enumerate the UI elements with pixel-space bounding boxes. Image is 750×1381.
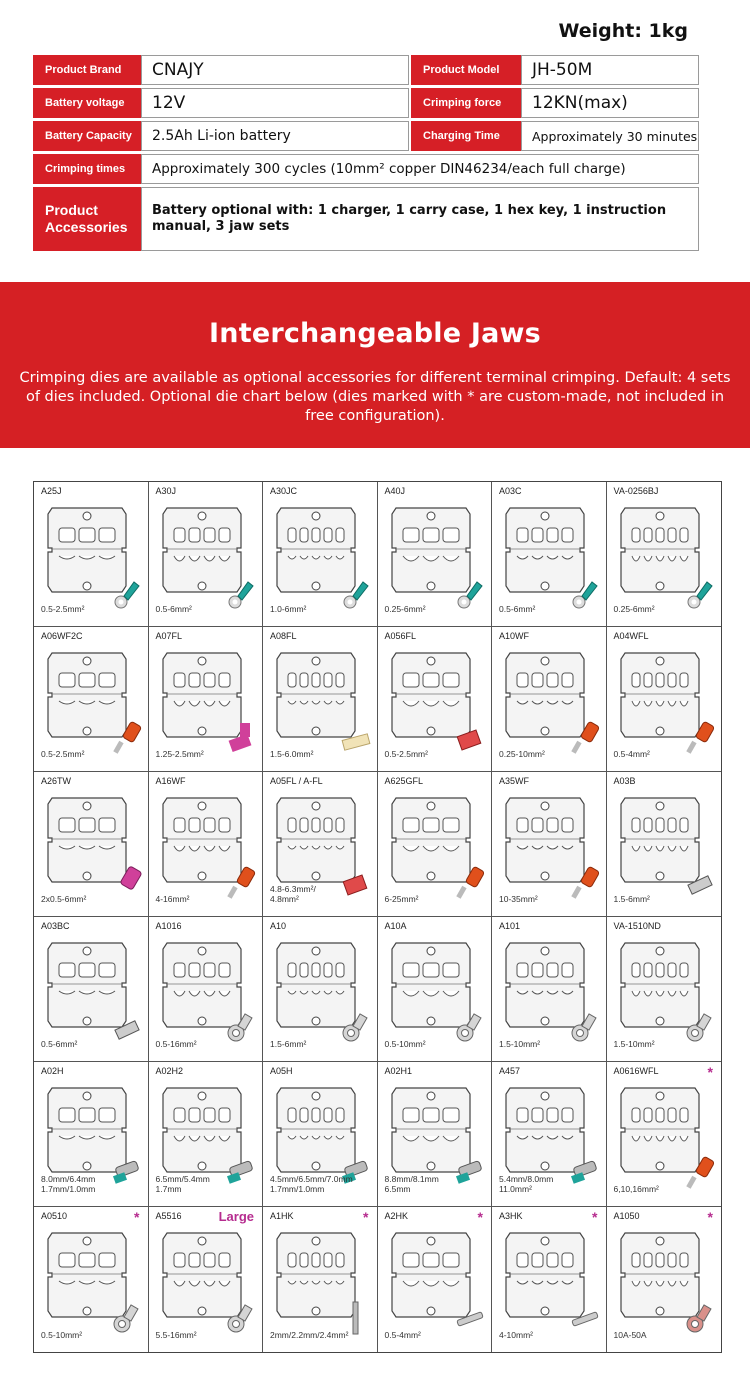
accessories-value: Battery optional with: 1 charger, 1 carry case, 1 hex key, 1 instruction manual, 3 jaw sets <box>141 187 699 251</box>
die-cell <box>607 1207 722 1352</box>
die-size: 1.5-10mm² <box>613 1039 655 1049</box>
times-label: Crimping times <box>33 154 141 184</box>
die-cell <box>149 772 264 917</box>
die-size: 5.4mm/8.0mm 11.0mm² <box>499 1174 554 1194</box>
spec-row-voltage <box>33 88 699 118</box>
die-cell <box>263 482 378 627</box>
die-code: A0510 <box>41 1211 68 1221</box>
die-cell <box>263 917 378 1062</box>
die-size: 6-25mm² <box>384 894 419 904</box>
die-cell <box>263 1062 378 1207</box>
die-size: 6,10,16mm² <box>613 1184 659 1194</box>
model-value: JH-50M <box>521 55 699 85</box>
die-cell <box>492 772 607 917</box>
die-size: 0.25-10mm² <box>499 749 545 759</box>
die-cell <box>149 917 264 1062</box>
die-code: A5516 <box>155 1211 182 1221</box>
die-mark: * <box>707 1209 713 1225</box>
voltage-value: 12V <box>141 88 409 118</box>
die-size: 1.5-6mm² <box>613 894 650 904</box>
die-code: A2HK <box>384 1211 409 1221</box>
spec-table <box>33 55 699 254</box>
banner-text: Crimping dies are available as optional accessories for different terminal crimping. Default: 4 sets of dies included. Optional die chart below (dies marked with * are custom-made, not included in free configuration). <box>19 370 731 424</box>
die-cell <box>378 772 493 917</box>
die-size: 2x0.5-6mm² <box>41 894 87 904</box>
die-size: 0.5-6mm² <box>499 604 536 614</box>
die-size: 4-10mm² <box>499 1330 534 1340</box>
die-code: A02H2 <box>155 1066 184 1076</box>
die-cell <box>34 627 149 772</box>
die-code: A04WFL <box>613 631 649 641</box>
die-size: 0.5-2.5mm² <box>384 749 428 759</box>
capacity-value: 2.5Ah Li-ion battery <box>141 121 409 151</box>
die-size: 0.5-10mm² <box>384 1039 426 1049</box>
die-cell <box>34 1062 149 1207</box>
die-code: VA-0256BJ <box>613 486 659 496</box>
die-size: 8.8mm/8.1mm 6.5mm <box>384 1174 439 1194</box>
jaws-banner <box>0 282 750 448</box>
die-cell <box>149 482 264 627</box>
die-chart <box>33 481 722 1353</box>
die-size: 2mm/2.2mm/2.4mm² <box>270 1330 349 1340</box>
die-code: A26TW <box>41 776 72 786</box>
die-size: 1.5-6.0mm² <box>270 749 314 759</box>
die-size: 0.5-10mm² <box>41 1330 83 1340</box>
die-code: A07FL <box>155 631 183 641</box>
die-mark: * <box>134 1209 140 1225</box>
die-code: VA-1510ND <box>613 921 661 931</box>
force-value: 12KN(max) <box>521 88 699 118</box>
die-size: 1.0-6mm² <box>270 604 307 614</box>
die-cell <box>607 772 722 917</box>
die-code: A03BC <box>41 921 70 931</box>
die-size: 0.5-4mm² <box>384 1330 421 1340</box>
die-code: A03C <box>499 486 522 496</box>
die-code: A1HK <box>270 1211 294 1221</box>
die-code: A08FL <box>270 631 297 641</box>
die-mark: * <box>477 1209 483 1225</box>
die-cell <box>492 917 607 1062</box>
die-size: 0.25-6mm² <box>613 604 655 614</box>
die-mark: * <box>707 1064 713 1080</box>
die-size: 0.5-2.5mm² <box>41 749 85 759</box>
die-code: A25J <box>41 486 62 496</box>
die-cell <box>492 1207 607 1352</box>
capacity-label: Battery Capacity <box>33 121 141 151</box>
die-size: 4.5mm/6.5mm/7.0mm 1.7mm/1.0mm <box>270 1174 353 1194</box>
force-label: Crimping force <box>411 88 521 118</box>
die-code: A05H <box>270 1066 293 1076</box>
die-cell <box>378 917 493 1062</box>
die-code: A3HK <box>499 1211 523 1221</box>
die-size: 6.5mm/5.4mm 1.7mm <box>155 1174 210 1194</box>
charging-label: Charging Time <box>411 121 521 151</box>
die-mark: * <box>592 1209 598 1225</box>
die-code: A03B <box>613 776 636 786</box>
brand-value: CNAJY <box>141 55 409 85</box>
die-size: 0.25-6mm² <box>384 604 426 614</box>
die-mark: * <box>363 1209 369 1225</box>
die-code: A40J <box>384 486 406 496</box>
die-cell <box>263 627 378 772</box>
die-cell <box>378 482 493 627</box>
die-size: 0.5-6mm² <box>155 604 192 614</box>
die-cell <box>492 482 607 627</box>
die-code: A02H1 <box>384 1066 413 1076</box>
die-code: A06WF2C <box>41 631 83 641</box>
die-cell <box>149 1062 264 1207</box>
spec-row-capacity <box>33 121 699 151</box>
brand-label: Product Brand <box>33 55 141 85</box>
die-cell <box>34 482 149 627</box>
die-code: A101 <box>499 921 521 931</box>
die-code: A0616WFL <box>613 1066 659 1076</box>
die-cell <box>149 1207 264 1352</box>
die-cell <box>607 917 722 1062</box>
charging-value: Approximately 30 minutes <box>521 121 699 151</box>
die-mark: Large <box>218 1209 254 1224</box>
die-cell <box>378 627 493 772</box>
spec-row-times <box>33 154 699 184</box>
spec-row-brand <box>33 55 699 85</box>
die-code: A10 <box>270 921 287 931</box>
die-code: A1050 <box>613 1211 640 1221</box>
die-cell <box>378 1207 493 1352</box>
die-cell <box>607 1062 722 1207</box>
die-code: A35WF <box>499 776 530 786</box>
die-cell <box>378 1062 493 1207</box>
die-size: 5.5-16mm² <box>155 1330 197 1340</box>
die-cell <box>34 917 149 1062</box>
die-cell <box>263 1207 378 1352</box>
die-code: A05FL / A-FL <box>270 776 323 786</box>
die-code: A625GFL <box>384 776 424 786</box>
die-size: 0.5-4mm² <box>613 749 650 759</box>
die-code: A10A <box>384 921 407 931</box>
die-code: A10WF <box>499 631 530 641</box>
die-size: 1.5-6mm² <box>270 1039 307 1049</box>
die-cell <box>263 772 378 917</box>
die-code: A30J <box>155 486 177 496</box>
die-size: 4.8-6.3mm²/ 4.8mm² <box>270 884 316 904</box>
die-code: A457 <box>499 1066 521 1076</box>
die-cell <box>34 772 149 917</box>
die-cell <box>492 1062 607 1207</box>
die-cell <box>149 627 264 772</box>
die-size: 1.25-2.5mm² <box>155 749 204 759</box>
die-size: 8.0mm/6.4mm 1.7mm/1.0mm <box>41 1174 96 1194</box>
weight-label: Weight: 1kg <box>558 20 688 42</box>
die-cell <box>34 1207 149 1352</box>
die-size: 0.5-16mm² <box>155 1039 197 1049</box>
die-code: A056FL <box>384 631 417 641</box>
die-cell <box>492 627 607 772</box>
model-label: Product Model <box>411 55 521 85</box>
voltage-label: Battery voltage <box>33 88 141 118</box>
die-size: 0.5-2.5mm² <box>41 604 85 614</box>
die-size: 1.5-10mm² <box>499 1039 541 1049</box>
die-size: 0.5-6mm² <box>41 1039 78 1049</box>
die-size: 4-16mm² <box>155 894 190 904</box>
spec-row-accessories <box>33 187 699 251</box>
accessories-label: Product Accessories <box>33 187 141 251</box>
die-code: A02H <box>41 1066 64 1076</box>
die-size: 10A-50A <box>613 1330 647 1340</box>
die-code: A16WF <box>155 776 186 786</box>
die-code: A1016 <box>155 921 182 931</box>
die-code: A30JC <box>270 486 298 496</box>
die-cell <box>607 482 722 627</box>
die-cell <box>607 627 722 772</box>
die-size: 10-35mm² <box>499 894 538 904</box>
banner-title: Interchangeable Jaws <box>209 318 541 349</box>
times-value: Approximately 300 cycles (10mm² copper DIN46234/each full charge) <box>141 154 699 184</box>
